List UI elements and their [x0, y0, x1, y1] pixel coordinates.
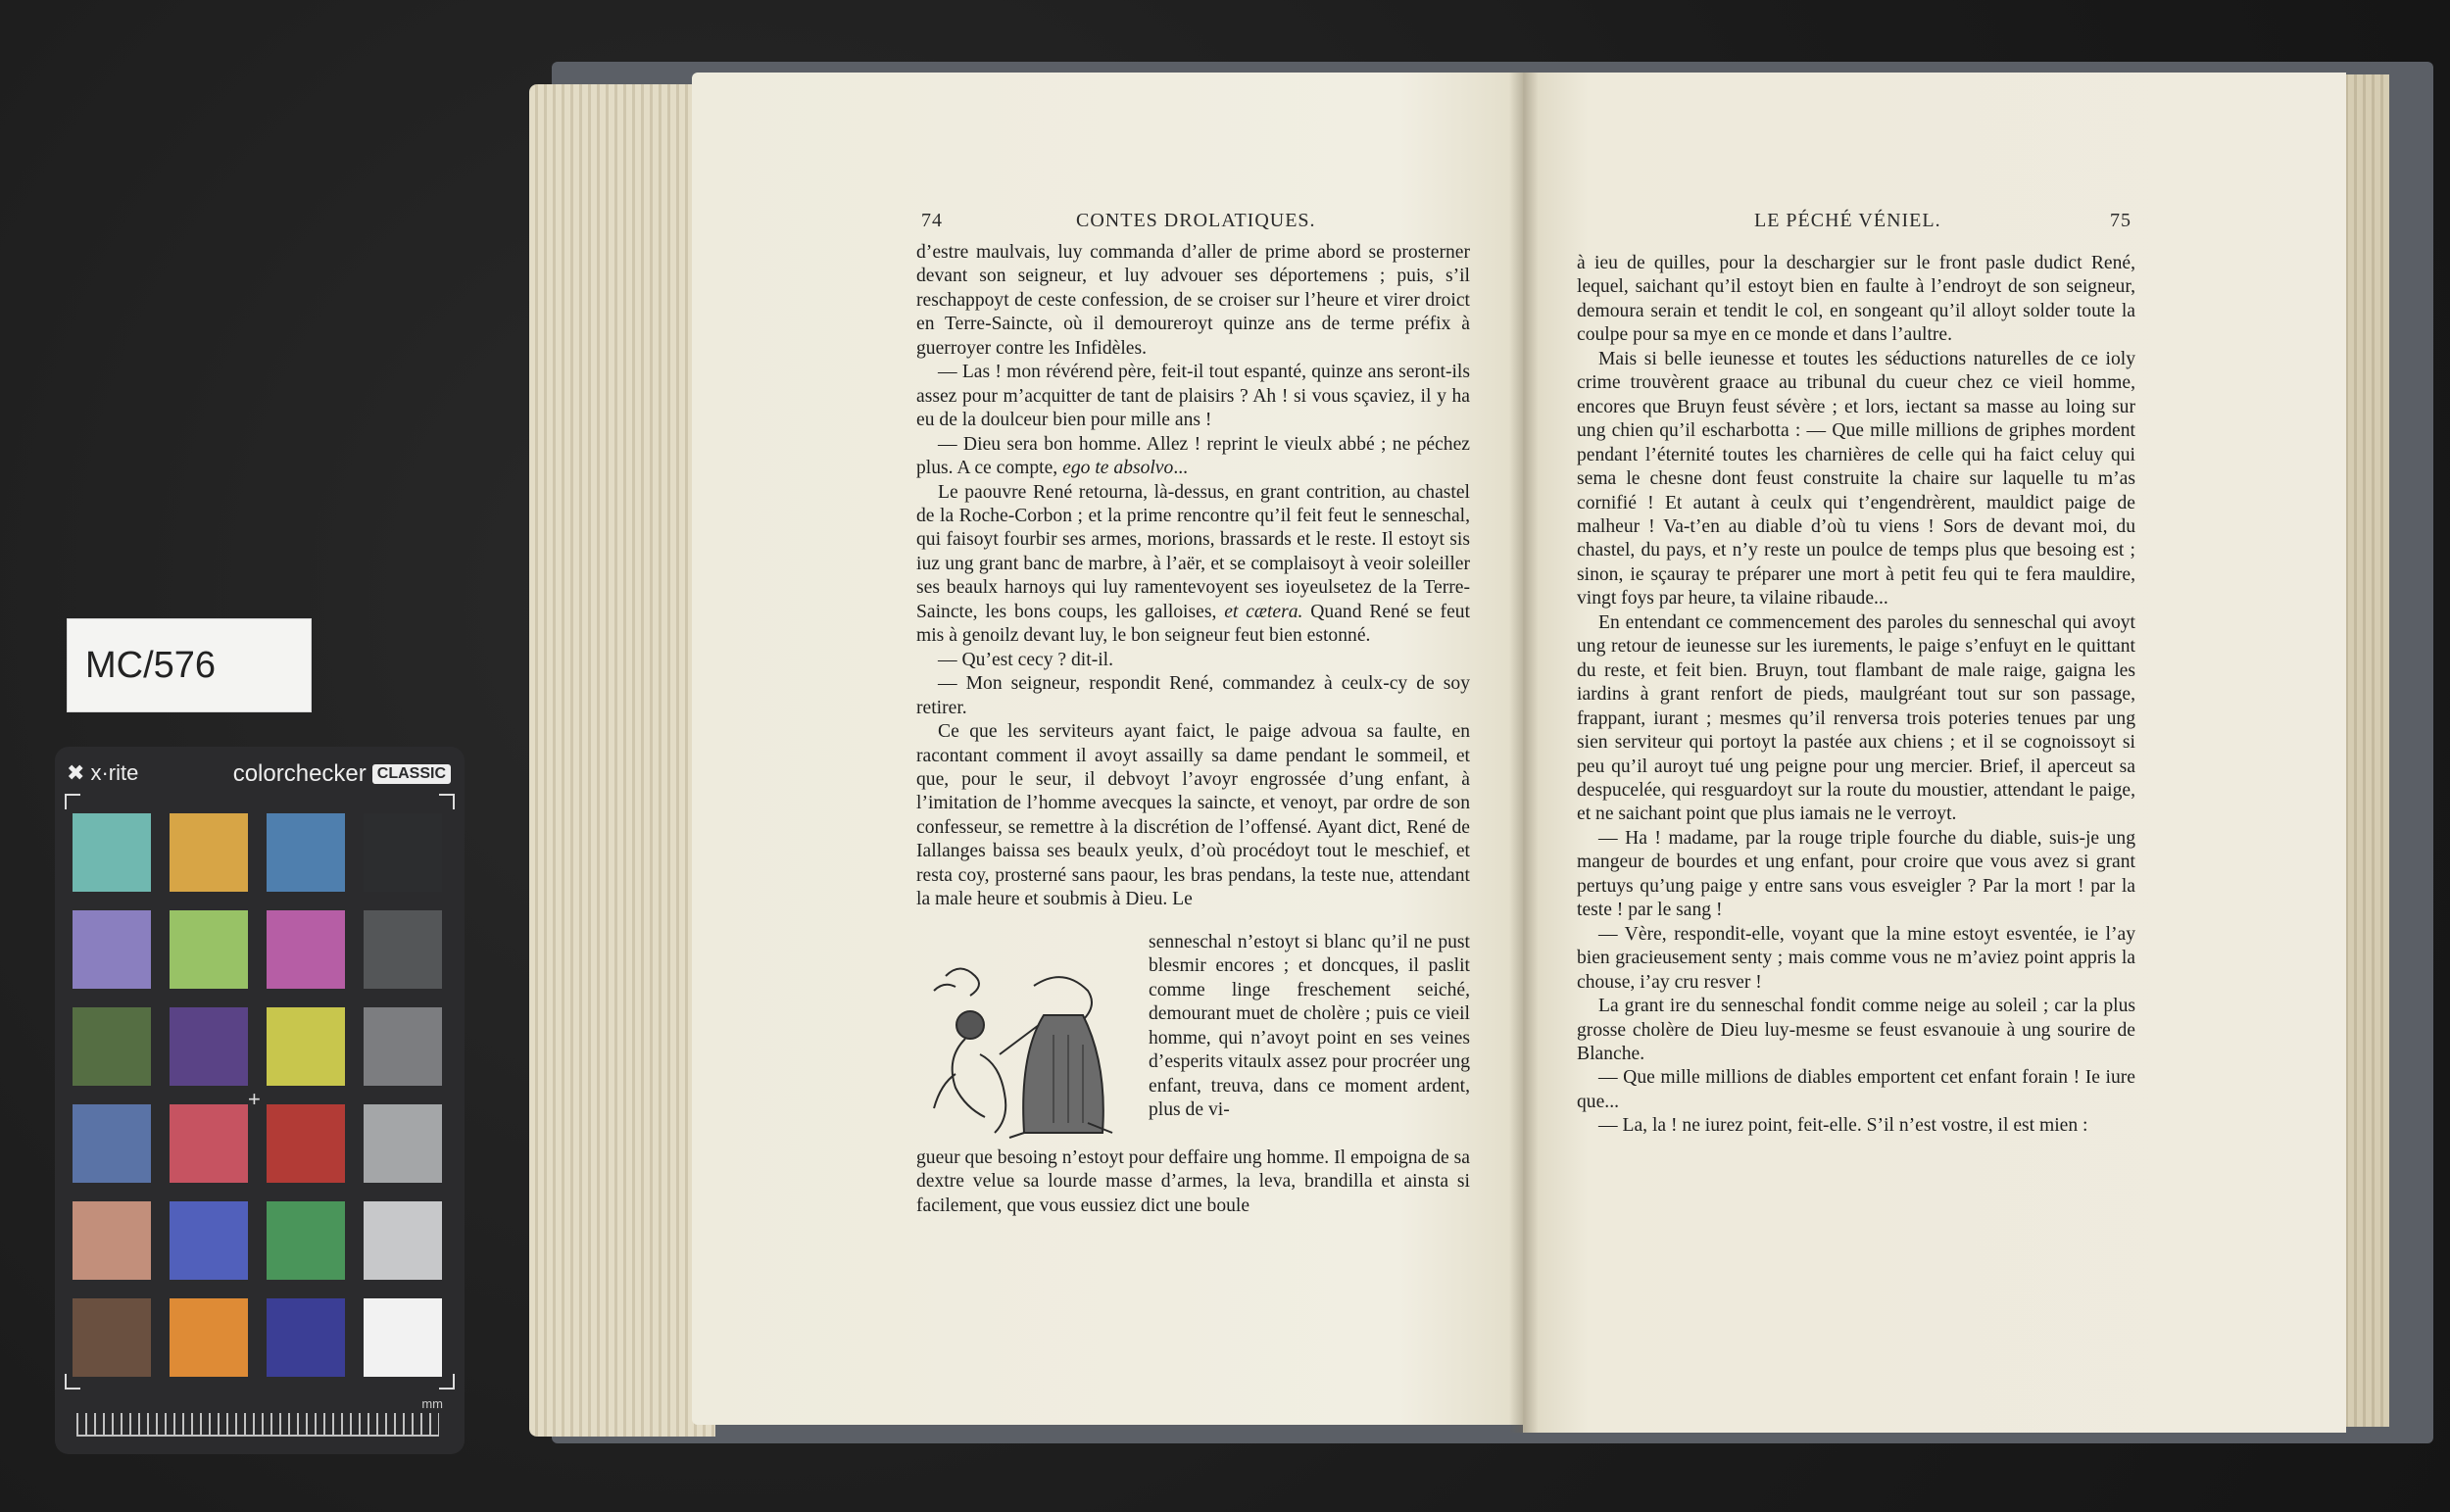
color-patch — [170, 1298, 248, 1377]
paragraph — [916, 481, 1470, 649]
paragraph: gueur que besoing n’estoyt pour deffaire ung homme. Il empoigna de sa dextre velue sa lourde masse d’armes, la leva, brandilla et ainsta si facilement, que vous eussiez dict une boule — [916, 1147, 1470, 1216]
woodcut-illustration — [926, 956, 1134, 1143]
paragraph — [916, 433, 1470, 481]
classic-badge: CLASSIC — [372, 764, 451, 784]
color-patch — [267, 813, 345, 892]
color-patch — [73, 813, 151, 892]
text-run: Quand René se feut mis à genoilz devant luy, le bon seigneur feut bien estonné. — [916, 601, 1471, 647]
paragraph: — Las ! mon révérend père, feit-il tout espanté, quinze ans seront-ils assez pour m’acquitter de tant de plaisirs ? Ah ! si vous sçaviez, il y ha eu de la doulceur bien pour mille ans ! — [916, 362, 1470, 431]
paragraph: — Qu’est cecy ? dit-il. — [938, 649, 1114, 670]
color-patch — [364, 1201, 442, 1280]
color-patch — [73, 1007, 151, 1086]
page-edges-left — [529, 84, 715, 1437]
color-patch — [364, 1007, 442, 1086]
paragraph: — Mon seigneur, respondit René, commandez à ceulx-cy de soy retirer. — [916, 673, 1470, 718]
paragraph: Ce que les serviteurs ayant faict, le paige advoua sa faulte, en racontant comment il avoyt assailly sa dame pendant le sommeil, et que, pour le seur, il debvoyt l’avoyr engrossée d’ung enfant, à l’imitation de l’homme avecques la saincte, et venoyt, par ordre de son confesseur, se remettre à la discrétion de l’offensé. Ayant dict, René de Iallanges baissa ses beaulx yeulx, d’où procédoyt tout le meschief, et resta coy, prosterné sans paour, les bras pendans, la teste nue, attendant la male heure et soubmis à Dieu. Le — [916, 721, 1470, 910]
color-patch — [267, 1298, 345, 1377]
color-patch — [170, 910, 248, 989]
paragraph: — Vère, respondit-elle, voyant que la mine estoyt esventée, ie l’ay bien gracieusement senty ; mais comme vous ne m’aviez point appris la chouse, i’ay cru resver ! — [1577, 923, 2135, 993]
color-patch — [267, 1104, 345, 1183]
reference-label: MC/576 — [67, 618, 312, 712]
color-patch — [267, 910, 345, 989]
left-running-head: CONTES DROLATIQUES. — [1076, 210, 1316, 231]
crosshair-mark: + — [248, 1087, 261, 1111]
mm-ruler — [76, 1413, 439, 1437]
xrite-brand-text: x·rite — [90, 760, 139, 785]
paragraph: La grant ire du senneschal fondit comme neige au soleil ; car la plus grosse cholère de Dieu luy-mesme se feust esvanouie à ung sourire de Blanche. — [1577, 996, 2135, 1064]
color-patch — [267, 1007, 345, 1086]
left-page-text — [916, 241, 1470, 912]
ruler-unit: mm — [421, 1396, 443, 1411]
colorchecker-title: colorchecker — [232, 760, 367, 787]
italic-text: ego te absolvo — [1062, 458, 1174, 479]
xrite-logo — [67, 760, 138, 786]
paragraph: Mais si belle ieunesse et toutes les séductions naturelles de ce ioly crime trouvèrent graace au tribunal du cueur chez ce vieil homme, encores que Bruyn feust sévère ; et lors, iectant sa masse au loing sur ung chien qu’il escharbotta : — Que mille millions de griphes mordent pendant l’éternité toutes les charnières de celle qui ha faict celuy qui sema le chesne dont feust construite la chaire sur laquelle tu m’as cornifié ! Et autant à ceulx qui t’engendrèrent, mauldict paige de malheur ! Va-t’en au diable d’où tu viens ! Sors de devant moi, du chastel, du pays, et n’y reste un poulce de temps plus que besoing est ; sinon, ie sçauray te préparer une mort à petit feu qui te fera mauldire, vingt foys par heure, ta vilaine ribaude... — [1577, 348, 2135, 610]
colorchecker-brand — [233, 760, 451, 788]
paragraph: En entendant ce commencement des paroles du senneschal qui avoyt ung retour de ieunesse sur les iurements, le paige s’enfuyt en le quittant du reste, et feit bien. Bruyn, tout flambant de male raige, gaigna les iardins à grant renfort de pieds, maulgréant tout sur son passage, frappant, iurant ; mesmes qu’il renversa trois poteries tenues par ung sien serviteur qui portoyt la pastée aux chiens ; et il se cognoissoyt si peu qu’il auroyt tué ung peigne pour ung mercier. Brief, il aperceut sa despucelée, qui resguardoyt sur la route du moustier, attendant le paige, et ne saichant point que plus iamais ne le verroyt. — [1577, 611, 2135, 825]
book-gutter — [1509, 73, 1539, 1433]
text-run: ... — [1173, 458, 1189, 479]
color-patch — [73, 910, 151, 989]
xrite-logo-icon: ✖ — [67, 760, 85, 785]
color-patch — [364, 813, 442, 892]
left-page-number: 74 — [921, 210, 943, 231]
right-page-text — [1577, 252, 2135, 1139]
color-patch — [73, 1298, 151, 1377]
left-page-text-tail — [916, 1146, 1470, 1218]
color-patch — [170, 1007, 248, 1086]
paragraph: — Que mille millions de diables emportent cet enfant forain ! Ie iure que... — [1577, 1067, 2135, 1112]
text-run: — Dieu sera bon homme. Allez ! reprint le vieulx abbé ; ne péchez plus. A ce compte, — [916, 433, 1470, 479]
corner-mark — [439, 794, 455, 809]
color-checker-card — [55, 747, 465, 1454]
paragraph: — La, la ! ne iurez point, feit-elle. S’il n’est vostre, il est mien : — [1598, 1115, 2088, 1137]
color-patch — [364, 1298, 442, 1377]
paragraph: — Ha ! madame, par la rouge triple fourche du diable, suis-je ung mangeur de bourdes et ung enfant, pour croire que vous avez si grant pertuys qu’ung paige y entre sans vous esveigler ? Par la mort ! par la teste ! par le sang ! — [1577, 827, 2135, 921]
color-patch — [364, 910, 442, 989]
paragraph: à ieu de quilles, pour la deschargier sur le front pasle dudict René, lequel, saichant qu’il estoyt bien en faulte à l’endroyt de son seigneur, demoura serain et tendit le col, en songeant qu’il alloyt solder toute la coulpe pour sa mye en ce monde et dans l’aultre. — [1577, 253, 2135, 346]
corner-mark — [65, 794, 80, 809]
paragraph: d’estre maulvais, luy commanda d’aller de prime abord se prosterner devant son seigneur, et luy advouer ses déportemens ; puis, s’il reschappoyt de ceste confession, de se croiser sur l’heure et virer droict en Terre-Saincte, où il demoureroyt quinze ans de terme préfix à guerroyer contre les Infidèles. — [916, 242, 1470, 359]
text-run: Le paouvre René retourna, là-dessus, en grant contrition, au chastel de la Roche-Corbon ; et la prime rencontre qu’il feit feut le senneschal, qui faisoyt fourbir ses armes, morions, brassards et le reste. Il estoyt sis iuz ung grant banc de marbre, à l’aër, et se complaisoyt à veoir soleiller ses beaulx harnoys qui luy ramentevoyent ses ioyeulsetez de la Terre-Saincte, les bons coups, les galloises, — [916, 481, 1470, 622]
wrapped-text-beside-illustration — [1149, 931, 1470, 1123]
color-patch — [170, 813, 248, 892]
color-patch — [170, 1201, 248, 1280]
color-patch — [73, 1104, 151, 1183]
right-page-number: 75 — [2110, 210, 2132, 231]
paragraph: senneschal n’estoyt si blanc qu’il ne pust blesmir encores ; et doncques, il paslit comme linge freschement seiché, demourant muet de cholère ; puis ce vieil homme, qui n’avoyt point en ses veines d’esperits vitaulx assez pour procréer ung enfant, treuva, dans ce moment ardent, plus de vi- — [1149, 932, 1470, 1121]
color-patch — [170, 1104, 248, 1183]
color-patch — [364, 1104, 442, 1183]
italic-text: et cætera. — [1224, 601, 1303, 622]
right-running-head: LE PÉCHÉ VÉNIEL. — [1754, 210, 1941, 231]
color-patch — [267, 1201, 345, 1280]
color-patch — [73, 1201, 151, 1280]
